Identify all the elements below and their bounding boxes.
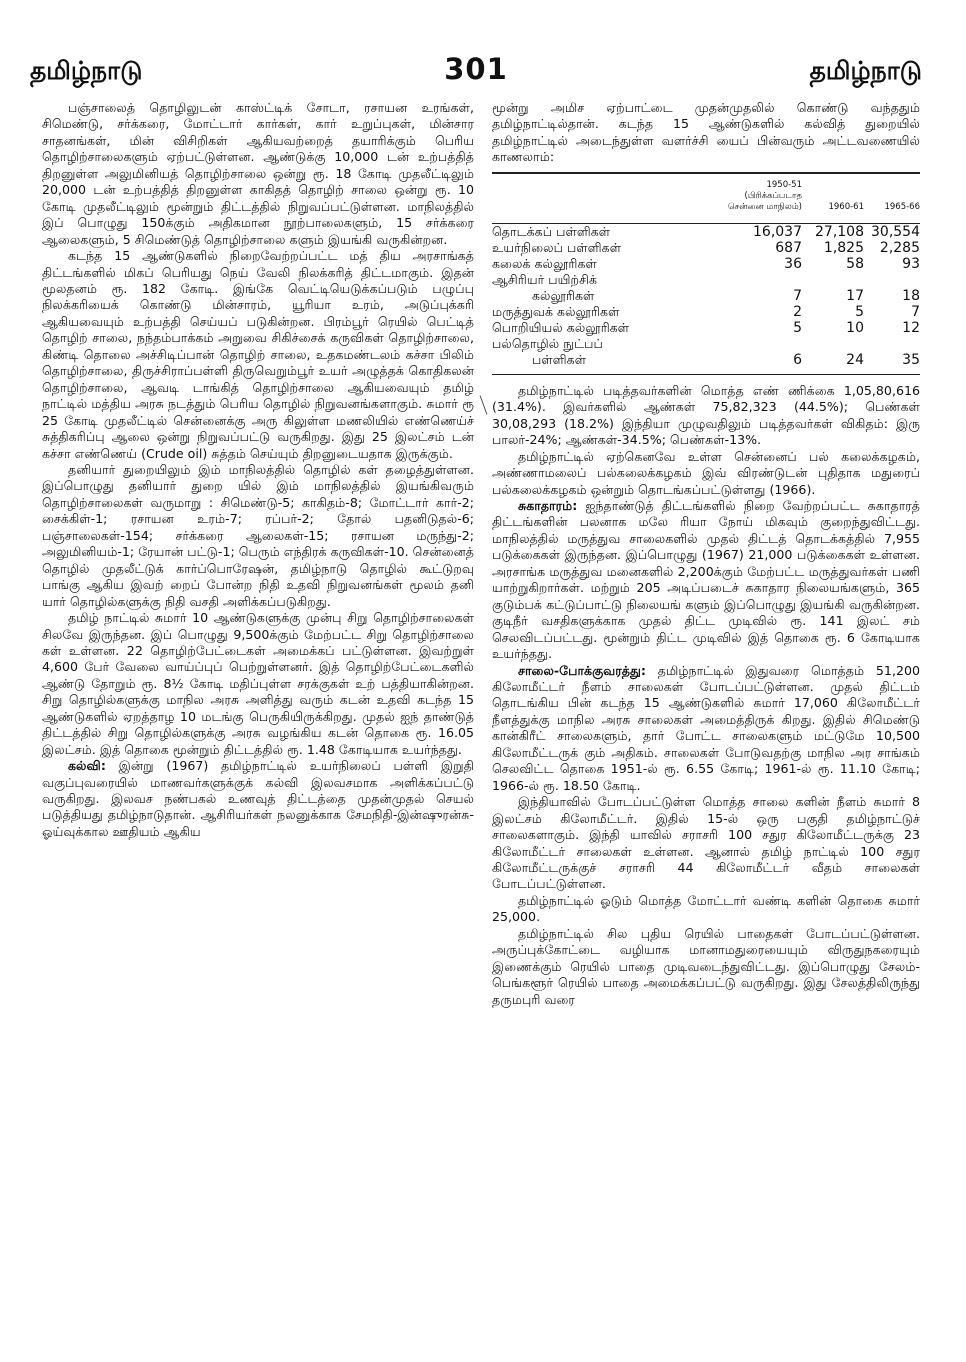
left-column	[42, 100, 474, 840]
table-row	[492, 336, 920, 352]
cell-1950-51: 16,037	[753, 223, 802, 240]
cell-1960-61: 1,825	[823, 239, 864, 256]
cell-1960-61	[802, 336, 864, 352]
running-head-right: தமிழ்நாடு	[809, 56, 922, 85]
table-row	[492, 272, 920, 288]
cell-1960-61: 10	[846, 319, 864, 336]
right-column	[492, 100, 920, 1008]
section-heading-roads: சாலை-போக்குவரத்து:	[518, 662, 646, 678]
table-row	[492, 304, 920, 320]
paragraph	[42, 462, 474, 610]
row-label: மருத்துவக் கல்லூரிகள்	[492, 303, 620, 319]
cell-1960-61: 5	[855, 303, 864, 320]
cell-1950-51: 687	[775, 239, 802, 256]
paragraph-text: தமிழ்நாட்டில் இதுவரை மொத்தம் 51,200 கிலோமீட்டர் நீளம் சாலைகள் போடப்பட்டுள்ளன. முதல் திட்டம் தொடங்கிய பின் கடந்த 15 ஆண்டுகளில் சுமார் 17,060 கிலோமீட்டர் நீளத்துக்கு மாநில அரசு சாலைகள் அமைத்திருக் கிறது. இதில் சிமெண்டு கான்கிரீட் சாலைகளும், தார் போட்ட சாலைகளும் மட்டுமே 10,500 கிலோமீட்டருக் கும் அதிகம். சாலைகள் போடுவதற்கு மாநில அர சாங்கம் செலவிட்ட தொகை 1951-ல் ரூ. 6.55 கோடி; 1961-ல் ரூ. 11.10 கோடி; 1966-ல் ரூ. 18.50 கோடி.	[492, 662, 920, 793]
cell-1950-51	[716, 272, 802, 288]
paragraph	[492, 449, 920, 498]
paragraph-text: தனியார் துறையிலும் இம் மாநிலத்தில் தொழில் கள் தழைத்துள்ளன. இப்பொழுது தனியார் துறை யில் இம் மாநிலத்தில் இயங்கிவரும் தொழிற்சாலைகள் வருமாறு : சிமெண்டு-5; காகிதம்-8; மோட்டார் கார்-2; சைக்கிள்-1; ரசாயன உரம்-7; ரப்பர்-2; தோல் பதனிடுதல்-6; பஞ்சாலைகள்-154; சர்க்கரை ஆலைகள்-15; ரசாயன மருந்து-2; அலுமினியம்-1; ரேயான் பட்டு-1; பெரும் எந்திரக் கருவிகள்-10. சென்னைத் தொழில் முதலீட்டுக் கார்ப்பொரேஷன், தமிழ்நாடு தொழில் கூட்டுறவு பாங்கு ஆகிய இவற் றைப் போன்ற நிதி உதவி நிறுவனங்கள் மூலம் தனி யார் தொழில்களுக்கு நிதி வசதி அளிக்கப்படுகிறது.	[42, 461, 474, 609]
table-row	[492, 352, 920, 375]
education-statistics-table	[492, 172, 920, 375]
cell-1965-66: 18	[902, 287, 920, 304]
section-heading-education: கல்வி:	[68, 758, 106, 774]
cell-1965-66	[864, 272, 920, 288]
cell-1960-61: 24	[802, 352, 864, 375]
paragraph	[42, 248, 474, 462]
table-row	[492, 320, 920, 336]
column-divider-mark	[480, 395, 488, 414]
cell-1960-61	[802, 272, 864, 288]
header-note: (பிரிக்கப்படாத	[744, 190, 802, 201]
cell-1960-61: 17	[846, 287, 864, 304]
row-label: உயர்நிலைப் பள்ளிகள்	[492, 239, 622, 255]
running-head-left: தமிழ்நாடு	[30, 56, 143, 85]
paragraph-text: தமிழ்நாட்டில் சில புதிய ரெயில் பாதைகள் போடப்பட்டுள்ளன. அருப்புக்கோட்டை வழியாக மானாமதுரையையும் விருதுநகரையும் இணைக்கும் ரெயில் பாதை முடிவடைந்துவிட்டது. இப்பொழுது சேலம்-பெங்களூர் ரெயில் பாதை அமைக்கப்பட்டு வருகிறது. இது சேலத்திலிருந்து தருமபுரி வரை	[492, 925, 920, 1007]
table-row	[492, 288, 920, 304]
cell-1950-51: 7	[793, 287, 802, 304]
cell-1950-51: 5	[793, 319, 802, 336]
header-year: 1950-51	[766, 179, 802, 190]
section-heading-health: சுகாதாரம்:	[518, 497, 578, 513]
paragraph-education	[42, 758, 474, 840]
cell-1960-61: 27,108	[815, 223, 864, 240]
paragraph	[492, 383, 920, 449]
table-header-1950-51	[716, 173, 802, 224]
header-note: சென்னை மாநிலம்)	[727, 201, 802, 212]
cell-1965-66	[864, 336, 920, 352]
paragraph-health	[492, 498, 920, 663]
row-label: கலைக் கல்லூரிகள்	[492, 255, 597, 271]
paragraph-text: தமிழ்நாட்டில் ஏற்கெனவே உள்ள சென்னைப் பல் கலைக்கழகம், அண்ணாமலைப் பல்கலைக்கழகம் இவ் விரண்டுடன் புதிதாக மதுரைப் பல்கலைக்கழகம் ஒன்றும் தொடங்கப்பட்டுள்ளது (1966).	[492, 448, 920, 497]
row-label: பொறியியல் கல்லூரிகள்	[492, 319, 630, 335]
paragraph-text: பஞ்சாலைத் தொழிலுடன் காஸ்ட்டிக் சோடா, ரசாயன உரங்கள், சிமெண்டு, சர்க்கரை, மோட்டார் கார்கள், கார் உறுப்புகள், மின்சார சாதனங்கள், மின் விசிறிகள் ஆகியவற்றைத் தயாரிக்கும் பெரிய தொழிற்சாலைகளும் ஏற்பட்டுள்ளன. ஆண்டுக்கு 10,000 டன் உற்பத்தித் திறனுள்ள அலுமினியத் தொழிற்சாலை ஒன்று ரூ. 18 கோடி முதலீட்டிலும் 20,000 டன் உற்பத்தித் திறனுள்ள காகிதத் தொழிற் சாலை ஒன்று ரூ. 10 கோடி முதலீட்டிலும் மூன்றும் திட்டத்தில் நிறுவப்பட்டுள்ளன. மாநிலத்தில் இப் பொழுது 150க்கும் அதிகமான நூற்பாலைகளும், 15 சர்க்கரை ஆலைகளும், 5 சிமெண்டுத் தொழிற்சாலை களும் இயங்கி வருகின்றன.	[42, 100, 474, 247]
paragraph-text: தமிழ் நாட்டில் சுமார் 10 ஆண்டுகளுக்கு முன்பு சிறு தொழிற்சாலைகள் சிலவே இருந்தன. இப் பொழுது 9,500க்கும் மேற்பட்ட சிறு தொழிற்சாலை கள் உள்ளன. 22 தொழிற்பேட்டைகள் அமைக்கப் பட்டுள்ளன. இவற்றுள் 4,600 பேர் வேலை வாய்ப்புப் பெற்றுள்ளனர். இத் தொழிற்பேட்டைகளில் ஆண்டு தோறும் ரூ. 8½ கோடி மதிப்புள்ள சரக்குகள் உற் பத்தியாகின்றன. சிறு தொழில்களுக்கு மாநில அரசு அளித்து வரும் கடன் உதவி கடந்த 15 ஆண்டுகளில் ஏறத்தாழ 10 மடங்கு பெருகியிருக்கிறது. முதல் ஐந் தாண்டுத் திட்டத்தில் சிறு தொழில்களுக்கு அரசு வழங்கிய கடன் தொகை ரூ. 16.05 இலட்சம். இத் தொகை மூன்றும் திட்டத்தில் ரூ. 1.48 கோடியாக உயர்ந்தது.	[42, 610, 474, 757]
paragraph	[42, 100, 474, 248]
table-header-row	[492, 173, 920, 224]
paragraph-roads	[492, 663, 920, 795]
row-label: பள்ளிகள்	[492, 352, 716, 375]
table-header-1960-61: 1960-61	[802, 173, 864, 224]
table-row	[492, 223, 920, 240]
cell-1950-51: 6	[716, 352, 802, 375]
cell-1965-66: 7	[911, 303, 920, 320]
paragraph	[42, 610, 474, 758]
paragraph	[492, 926, 920, 1008]
paragraph-text: தமிழ்நாட்டில் ஓடும் மொத்த மோட்டார் வண்டி களின் தொகை சுமார் 25,000.	[492, 892, 920, 925]
cell-1965-66: 30,554	[871, 223, 920, 240]
cell-1950-51: 2	[793, 303, 802, 320]
paragraph-text: கடந்த 15 ஆண்டுகளில் நிறைவேற்றப்பட்ட மத் திய அரசாங்கத் திட்டங்களில் மிகப் பெரியது நெய் வேலி நிலக்கரித் திட்டமாகும். இதன் மூலதனம் ரூ. 182 கோடி. இங்கே வெட்டியெடுக்கப்படும் பழுப்பு நிலக்கரியைக் கொண்டு மின்சாரம், யூரியா உரம், அடுப்புக்கரி ஆகியவையும் உற்பத்தி செய்யப் படுகின்றன. பிரம்பூர் ரெயில் பெட்டித் தொழிற் சாலை, நந்தம்பாக்கம் அறுவை சிகிச்சைக் கருவிகள் தொழிற்சாலை, கிண்டி தொலை அச்சிடிப்பான் தொழிற் சாலை, உதகமண்டலம் கச்சா பிலிம் தொழிற்சாலை, திருச்சிராப்பள்ளி திருவெறும்பூர் உயர் அழுத்தக் கொதிகலன் தொழிற்சாலை, ஆவடி டாங்கித் தொழிற்சாலை ஆகியவையும் தமிழ் நாட்டில் மத்திய அரசு நடத்தும் பெரிய தொழில் நிறுவனங்களாகும். சுமார் ரூ 25 கோடி முதலீட்டில் சென்னைக்கு அரு கிலுள்ள மணலியில் எண்ணெய்ச் சுத்திகரிப்பு ஆலை ஒன்று நிறுவப்பட்டு வருகிறது. இது 25 இலட்சம் டன் கச்சா எண்ணெய் (Crude oil) சுத்தம் செய்யும் திறனுடையதாக இருக்கும்.	[42, 248, 474, 461]
table-header-blank	[492, 173, 716, 224]
paragraph	[492, 794, 920, 893]
row-label: பல்தொழில் நுட்பப்	[492, 335, 603, 351]
paragraph-text: ஐந்தாண்டுத் திட்டங்களில் நிறை வேற்றப்பட்ட சுகாதாரத் திட்டங்களின் பலனாக மலே ரியா நோய் மிகவும் குறைந்துவிட்டது. மாநிலத்தில் மருத்துவ சாலைகளில் முதல் திட்டத் தொடக்கத்தில் 7,955 படுக்கைகள் இருந்தன. இப்பொழுது (1967) 21,000 படுக்கைகள் உள்ளன. அரசாங்க மருத்துவ மனைகளில் 2,200க்கும் மேற்பட்ட மருத்துவர்கள் பணி யாற்றுகிறார்கள். மற்றும் 205 அடிப்படைச் சுகாதார நிலையங்களும், 365 குடும்பக் கட்டுப்பாட்டு நிலையங் களும் இப்பொழுது இயங்கி வருகின்றன. குடிநீர் வசதிகளுக்காக முதல் திட்ட முடிவில் ரூ. 141 இலட் சம் செலவிடப்பட்டது. மூன்றும் திட்ட முடிவில் இத் தொகை ரூ. 6 கோடியாக உயர்ந்தது.	[492, 497, 920, 662]
row-label: தொடக்கப் பள்ளிகள்	[492, 223, 611, 239]
row-label: கல்லூரிகள்	[532, 287, 595, 303]
paragraph	[492, 893, 920, 926]
cell-1960-61: 58	[846, 255, 864, 272]
cell-1950-51	[716, 336, 802, 352]
cell-1965-66: 93	[902, 255, 920, 272]
paragraph-text: இன்று (1967) தமிழ்நாட்டில் உயர்நிலைப் பள்ளி இறுதி வகுப்புவரையில் மாணவர்களுக்குக் கல்வி இலவசமாக அளிக்கப்பட்டு வருகிறது. இலவச நண்பகல் உணவுத் திட்டத்தை முதன்முதல் செயல் படுத்தியது தமிழ்நாடுதான். ஆசிரியர்கள் நலனுக்காக சேமநிதி-இன்ஷுரன்சு-ஓய்வுக்கால ஊதியம் ஆகிய	[42, 758, 474, 839]
table-header-1965-66: 1965-66	[864, 173, 920, 224]
paragraph-text: இந்தியாவில் போடப்பட்டுள்ள மொத்த சாலை களின் நீளம் சுமார் 8 இலட்சம் கிலோமீட்டர். இதில் 15-ல் ஒரு பகுதி தமிழ்நாட்டுச் சாலைகளாகும். இந்தி யாவில் சராசரி 100 சதுர கிலோமீட்டருக்கு 23 கிலோமீட்டர் சாலைகள் உள்ளன. ஆனால் தமிழ் நாட்டில் 100 சதுர கிலோமீட்டருக்குச் சராசரி 44 கிலோமீட்டர் வீதம் சாலைகள் போடப்பட்டுள்ளன.	[492, 794, 920, 892]
table-row	[492, 256, 920, 272]
cell-1965-66: 35	[864, 352, 920, 375]
page-header	[30, 52, 922, 92]
paragraph-continued: மூன்று அமிச ஏற்பாட்டை முதன்முதலில் கொண்டு வந்ததும் தமிழ்நாட்டில்தான். கடந்த 15 ஆண்டுகளில் கல்வித் துறையில் தமிழ்நாட்டில் அடைந்துள்ள வளர்ச்சி யைப் பின்வரும் அட்டவணையில் காணலாம்:	[492, 100, 920, 165]
cell-1965-66: 2,285	[879, 239, 920, 256]
paragraph-text: தமிழ்நாட்டில் படித்தவர்களின் மொத்த எண் ணிக்கை 1,05,80,616 (31.4%). இவர்களில் ஆண்கள் 75,82,323 (44.5%); பெண்கள் 30,08,293 (18.2%) இந்தியா முழுவதிலும் படித்தவர்கள் விகிதம்: இரு பாலர்-24%; ஆண்கள்-34.5%; பெண்கள்-13%.	[492, 382, 920, 448]
page-number: 301	[444, 52, 508, 86]
cell-1950-51: 36	[784, 255, 802, 272]
row-label: ஆசிரியர் பயிற்சிக்	[492, 271, 598, 287]
cell-1965-66: 12	[902, 319, 920, 336]
table-row	[492, 240, 920, 256]
